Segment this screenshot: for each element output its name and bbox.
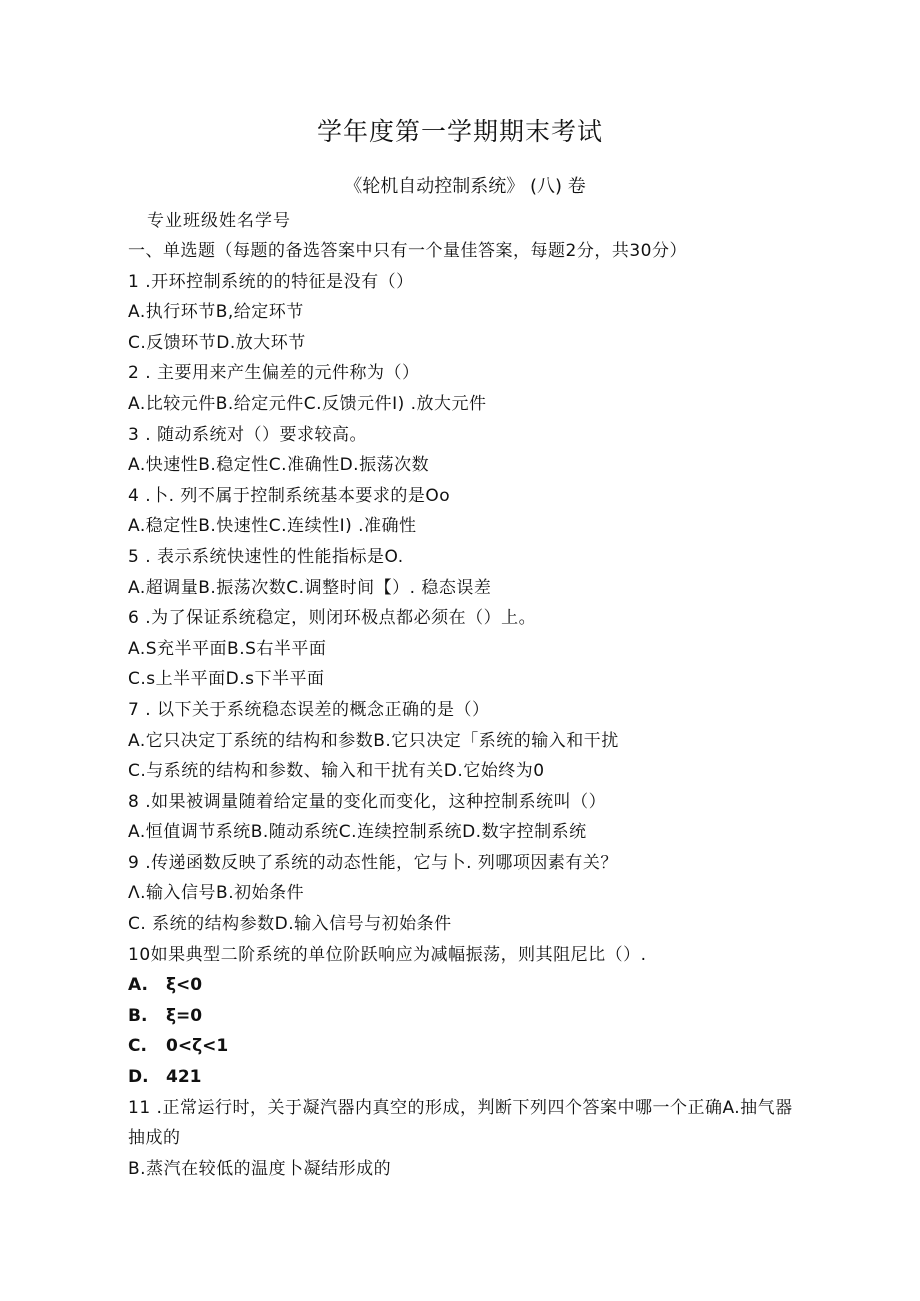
question-line: C.s上半平面D.s下半平面: [128, 669, 325, 690]
question-line: 1 .开环控制系统的的特征是没有（）: [128, 271, 414, 292]
question-line: B.蒸汽在较低的温度卜凝结形成的: [128, 1158, 392, 1179]
question-line: Λ.输入信号B.初始条件: [128, 883, 305, 904]
option-value: 421: [166, 1067, 202, 1088]
question-line: A.执行环节B,给定环节: [128, 302, 304, 323]
question-line: A.快速性B.稳定性C.准确性D.振荡次数: [128, 455, 430, 476]
question-line: 11 .正常运行时，关于凝汽器内真空的形成，判断下列四个答案中哪一个正确A.抽气器抽成的: [128, 1097, 793, 1149]
option-value: ξ=0: [166, 1005, 203, 1026]
exam-subtitle: 《轮机自动控制系统》 (八) 卷: [344, 176, 586, 197]
question-line: A.S充半平面B.S右半平面: [128, 638, 327, 659]
option-key: C.: [128, 1036, 147, 1057]
student-info-line: 专业班级姓名学号: [147, 211, 291, 231]
option-key: A.: [128, 975, 148, 996]
question-line: C. 系统的结构参数D.输入信号与初始条件: [128, 914, 452, 935]
question-line: 2 . 主要用来产生偏差的元件称为（）: [128, 363, 420, 384]
option-key: B.: [128, 1005, 148, 1026]
q10-option-a: [128, 970, 808, 1001]
q10-option-d: [128, 1062, 808, 1093]
section-heading: 一、单选题（每题的备选答案中只有一个量佳答案，每题2分，共30分）: [128, 241, 687, 261]
q10-option-c: [128, 1031, 808, 1062]
exam-content: [128, 236, 808, 1184]
option-value: 0<ζ<1: [166, 1036, 229, 1057]
q10-option-b: [128, 1001, 808, 1032]
question-line: 4 .卜. 列不属于控制系统基本要求的是Oo: [128, 485, 451, 506]
question-line: A.恒值调节系统B.随动系统C.连续控制系统D.数字控制系统: [128, 822, 587, 843]
question-line: 3 . 随动系统对（）要求较高。: [128, 424, 368, 445]
question-line: 10如果典型二阶系统的单位阶跃响应为减幅振荡，则其阻尼比（）.: [128, 944, 647, 965]
question-line: A.比较元件B.给定元件C.反馈元件I) .放大元件: [128, 393, 487, 414]
option-value: ξ<0: [166, 975, 203, 996]
option-key: D.: [128, 1067, 149, 1088]
question-line: A.稳定性B.快速性C.连续性I) .准确性: [128, 516, 417, 537]
question-line: 7 . 以下关于系统稳态误差的概念正确的是（）: [128, 699, 490, 720]
question-line: 8 .如果被调量随着给定量的变化而变化，这种控制系统叫（）: [128, 791, 607, 812]
question-line: A.超调量B.振荡次数C.调整时间【）. 稳态误差: [128, 577, 492, 598]
question-line: 6 .为了保证系统稳定，则闭环极点都必须在（）上。: [128, 608, 537, 629]
question-line: C.反馈环节D.放大环节: [128, 332, 306, 353]
question-line: 5 . 表示系统快速性的性能指标是O.: [128, 546, 404, 567]
question-line: C.与系统的结构和参数、输入和干扰有关D.它始终为0: [128, 761, 545, 782]
question-line: A.它只决定丁系统的结构和参数B.它只决定「系统的输入和干扰: [128, 730, 619, 751]
question-line: 9 .传递函数反映了系统的动态性能，它与卜. 列哪项因素有关？: [128, 852, 618, 873]
page-title: 学年度第一学期期末考试: [316, 117, 603, 146]
